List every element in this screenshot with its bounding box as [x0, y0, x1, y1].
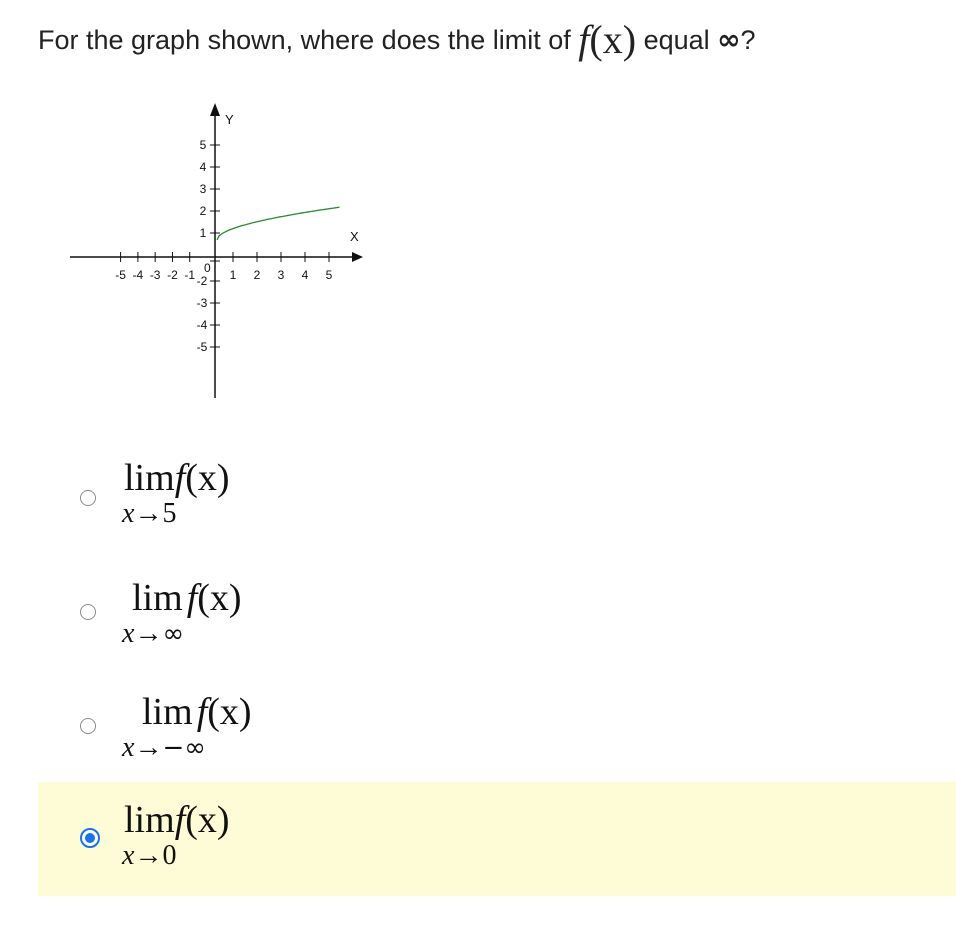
function-expression [197, 691, 252, 733]
function-name: f [196, 691, 208, 733]
limit-expression [122, 798, 230, 871]
lim-text: lim [142, 691, 193, 733]
radio-button[interactable] [80, 718, 96, 734]
limit-subscript [122, 618, 184, 650]
radio-button[interactable] [80, 490, 96, 506]
y-tick-label: 1 [199, 226, 207, 240]
x-tick-label: -3 [149, 268, 161, 282]
y-axis-label: Y [225, 112, 234, 127]
sub-arrow: → [134, 732, 163, 763]
y-tick-label: -2 [196, 274, 208, 288]
sub-arrow: → [134, 618, 163, 649]
lim-text: lim [124, 457, 175, 499]
y-tick-label: -5 [196, 340, 208, 354]
x-tick-label: 1 [229, 268, 237, 282]
limit-expression [122, 576, 242, 649]
sub-target: −∞ [162, 733, 206, 763]
option-limit-to-0[interactable] [38, 782, 956, 896]
y-axis-arrow [210, 103, 220, 116]
radio-button-selected[interactable] [80, 828, 100, 848]
y-tick-label: 2 [199, 204, 207, 218]
infinity-symbol: ∞ [717, 23, 741, 56]
y-ticks [197, 138, 220, 354]
sub-arrow: → [134, 498, 163, 529]
x-tick-label: -1 [184, 268, 196, 282]
y-tick-label: 5 [199, 138, 207, 152]
x-tick-label: -5 [115, 268, 126, 282]
radio-button[interactable] [80, 604, 96, 620]
function-name: f [186, 577, 198, 619]
y-tick-label: -3 [196, 296, 208, 310]
function-graph [60, 100, 380, 410]
sub-target: 5 [162, 498, 177, 529]
function-name: f [174, 799, 186, 841]
x-axis-label: X [350, 229, 359, 244]
origin-label: 0 [204, 261, 211, 275]
limit-subscript [122, 732, 206, 764]
sub-var: x [122, 840, 135, 871]
x-tick-label: 5 [325, 268, 333, 282]
x-tick-label: -2 [167, 268, 178, 282]
function-arg: (x) [589, 17, 637, 62]
function-expression [175, 799, 230, 841]
sub-var: x [122, 498, 135, 529]
question-prefix: For the graph shown, where does the limit of [38, 25, 571, 55]
lim-text: lim [124, 799, 175, 841]
question-text [38, 18, 756, 62]
function-name: f [174, 457, 186, 499]
function-name: f [578, 17, 590, 62]
y-tick-label: 4 [199, 160, 207, 174]
question-equal: equal [643, 25, 710, 55]
x-axis-arrow [352, 252, 363, 262]
sub-target: 0 [162, 840, 177, 871]
sub-var: x [122, 732, 135, 763]
function-arg: (x) [207, 691, 252, 733]
limit-expression [122, 690, 252, 763]
sub-var: x [122, 618, 135, 649]
limit-subscript [122, 498, 176, 530]
option-limit-to-negative-infinity[interactable] [38, 670, 956, 784]
function-arg: (x) [185, 457, 230, 499]
lim-text: lim [132, 577, 183, 619]
limit-expression [122, 456, 230, 529]
function-curve [217, 207, 340, 240]
sub-target: ∞ [162, 619, 185, 649]
function-expression [187, 577, 242, 619]
function-arg: (x) [197, 577, 242, 619]
y-tick-label: 3 [199, 182, 207, 196]
function-expression [578, 17, 636, 62]
function-arg: (x) [185, 799, 230, 841]
function-expression [175, 457, 230, 499]
y-tick-label: -4 [196, 318, 208, 332]
x-tick-label: 2 [253, 268, 261, 282]
x-tick-label: 4 [301, 268, 309, 282]
question-mark: ? [740, 25, 756, 55]
x-tick-label: -4 [132, 268, 144, 282]
limit-subscript [122, 840, 176, 872]
x-tick-label: 3 [277, 268, 285, 282]
sub-arrow: → [134, 840, 163, 871]
option-limit-to-infinity[interactable] [38, 556, 956, 670]
option-limit-to-5[interactable] [38, 442, 956, 556]
